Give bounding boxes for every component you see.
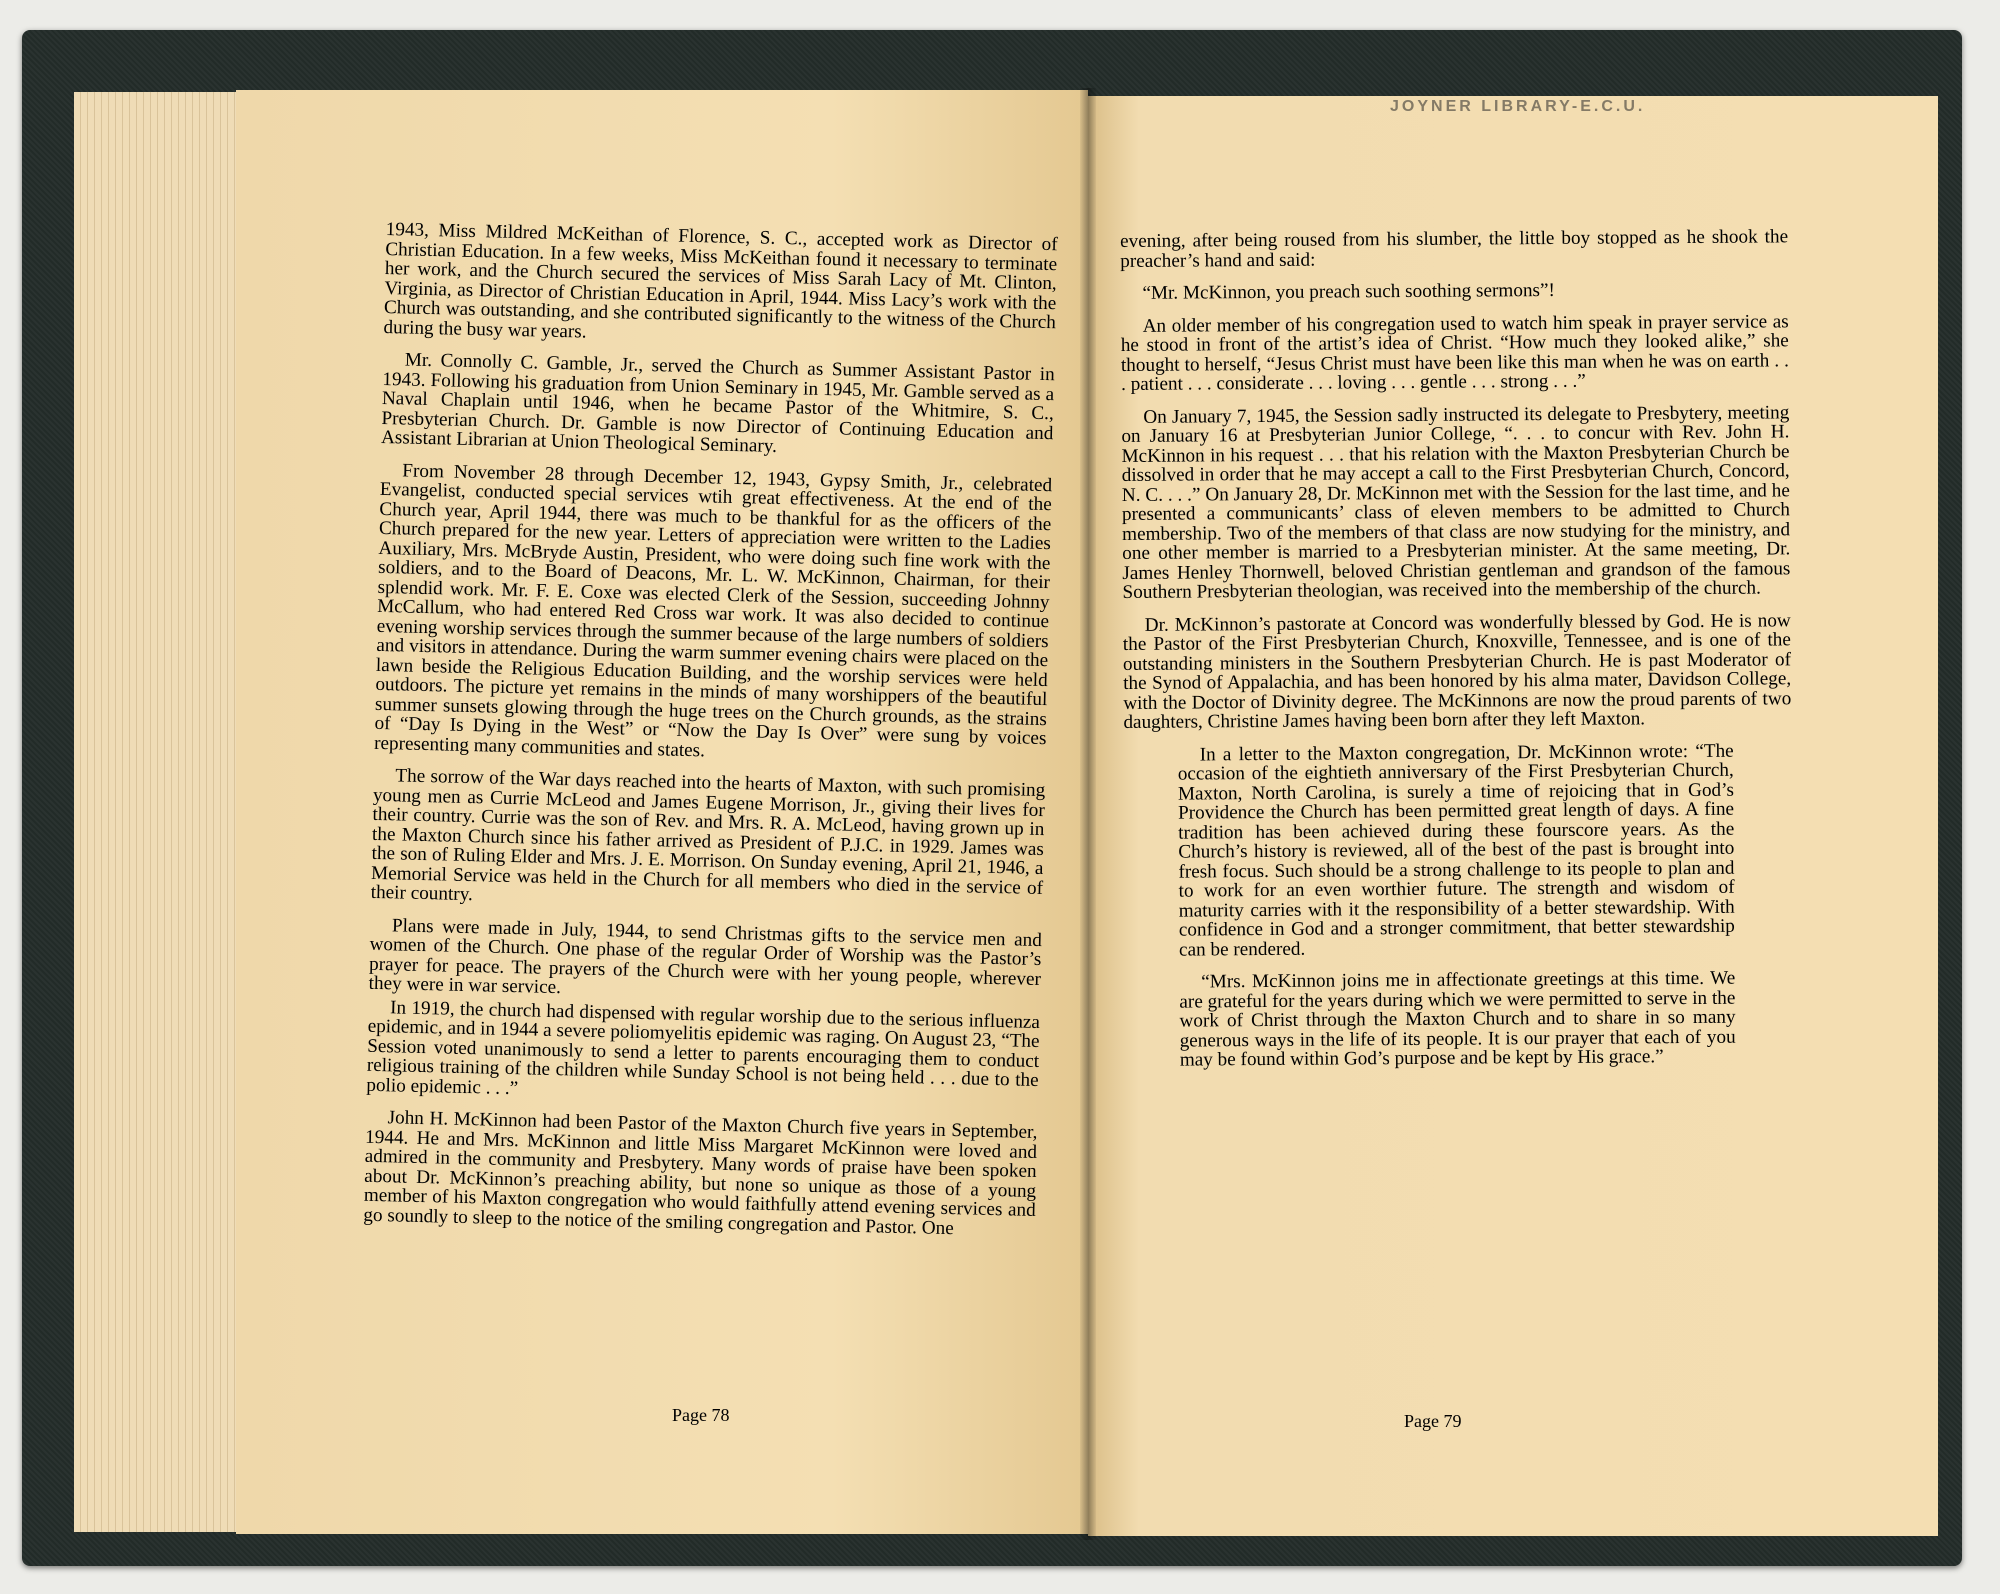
quote-paragraph: In a letter to the Maxton congregation, Dr. McKinnon wrote: “The occasion of the eightieth anniversary of the First Presbyterian Church, Maxton, North Carolina, is surely a time of rejoicing that in God’s Providence the Church has been permitted great length of days. A fine tradition has been achieved during these fourscore years. As the Church’s history is reviewed, all of the best of the past is brought into fresh focus. Such should be a strong challenge to its people to plan and to work for an even worthier future. The strength and wisdom of maturity carries with it the responsibility of a better stewardship. With confidence in God and a stronger commitment, that better stewardship can be rendered. [1177,740,1735,961]
paragraph: On January 7, 1945, the Session sadly instructed its delegate to Presbytery, meeting on January 16 at Presbyterian Junior College, “. . . to concur with Rev. John H. McKinnon in his request . . . that his relation with the Maxton Presbyterian Church be dissolved in order that he may accept a call to the First Presbyterian Church, Concord, N. C. . . .” On January 28, Dr. McKinnon met with the Session for the last time, and he presented a communicants’ class of eleven members to be admitted to Church membership. Two of the members of that class are now studying for the ministry, and one other member is married to a Presbyterian minister. At the same meeting, Dr. James Henley Thornwell, beloved Christian gentleman and grandson of the famous Southern Presbyterian theologian, was received into the membership of the church. [1121,401,1791,603]
paragraph: 1943, Miss Mildred McKeithan of Florence, S. C., accepted work as Director of Christian Education. In a few weeks, Miss McKeithan found it necessary to terminate her work, and the Church secured the services of Miss Sarah Lacy of Mt. Clinton, Virginia, as Director of Christian Education in April, 1944. Miss Lacy’s work with the Church was outstanding, and she contributed significantly to the witness of the Church during the busy war years. [383,219,1058,343]
library-stamp: JOYNER LIBRARY-E.C.U. [1390,98,1646,114]
paragraph: John H. McKinnon had been Pastor of the Maxton Church five years in September, 1944. He and Mrs. McKinnon and little Miss Margaret McKinnon were loved and admired in the community and Presbytery. Many words of praise have been spoken about Dr. McKinnon’s preaching ability, but none so unique as those of a young member of his Maxton congregation who would faithfully attend evening services and go soundly to sleep to the notice of the smiling congregation and Pastor. One [363,1107,1038,1239]
book-spine [1080,88,1096,1540]
paragraph: “Mr. McKinnon, you preach such soothing sermons”! [1142,279,1555,304]
paragraph: evening, after being roused from his slumber, the little boy stopped as he shook the preacher’s hand and said: [1119,226,1789,272]
page-number-right: Page 79 [1404,1411,1462,1431]
left-page-text [363,220,1058,1253]
right-page-text [1120,227,1794,1083]
letter-quote [1178,741,1736,1070]
paragraph: Mr. Connolly C. Gamble, Jr., served the Church as Summer Assistant Pastor in 1943. Following his graduation from Union Seminary in 1945, Mr. Gamble served as a Naval Chaplain until 1946, when he became Pastor of the Whitmire, S. C., Presbyterian Church. Dr. Gamble is now Director of Continuing Education and Assistant Librarian at Union Theological Seminary. [380,349,1055,457]
paragraph: Dr. McKinnon’s pastorate at Concord was wonderfully blessed by God. He is now the Pastor of the First Presbyterian Church, Knoxville, Tennessee, and is one of the outstanding ministers in the Southern Presbyterian Church. He is past Moderator of the Synod of Appalachia, and has been honored by his alma mater, Davidson College, with the Doctor of Divinity degree. The McKinnons are now the proud parents of two daughters, Christine James having been born after they left Maxton. [1122,609,1792,733]
paragraph: From November 28 through December 12, 1943, Gypsy Smith, Jr., celebrated Evangelist, conducted special services wtih great effectiveness. At the end of the Church year, April 1944, there was much to be thankful for as the officers of the Church prepared for the new year. Letters of appreciation were written to the Ladies Auxiliary, Mrs. McBryde Austin, President, who were doing such fine work with the soldiers, and to the Board of Deacons, Mr. L. W. McKinnon, Chairman, for their splendid work. Mr. F. E. Coxe was elected Clerk of the Session, succeeding Johnny McCallum, who had entered Red Cross war work. It was also decided to continue evening worship services through the summer because of the large numbers of soldiers and visitors in attendance. During the warm summer evening chairs were placed on the lawn beside the Religious Education Building, and the worship services were held outdoors. The picture yet remains in the minds of many worshippers of the beautiful summer sunsets glowing through the huge trees on the Church grounds, as the strains of “Day Is Dying in the West” or “Now the Day Is Over” were sung by voices representing many communities and states. [373,459,1053,761]
paragraph: An older member of his congregation used to watch him speak in prayer service as he stood in front of the artist’s idea of Christ. “How much they looked alike,” she thought to herself, “Jesus Christ must have been like this man when he was on earth . . . patient . . . considerate . . . loving . . . gentle . . . strong . . .” [1120,310,1789,395]
paragraph: The sorrow of the War days reached into the hearts of Maxton, with such promising young men as Currie McLeod and James Eugene Morrison, Jr., giving their lives for their country. Currie was the son of Rev. and Mrs. R. A. McLeod, having grown up in the Maxton Church since his father arrived as President of P.J.C. in 1929. James was the son of Ruling Elder and Mrs. J. E. Morrison. On Sunday evening, April 21, 1946, a Memorial Service was held in the Church for all members who died in the service of their country. [370,765,1046,906]
paragraph: In 1919, the church had dispensed with regular worship due to the serious influenza epidemic, and in 1944 a severe poliomyelitis epidemic was raging. On August 23, “The Session voted unanimously to send a letter to parents encouraging them to conduct religious training of the children while Sunday School is not being held . . . due to the polio epidemic . . .” [366,996,1041,1099]
quote-paragraph: “Mrs. McKinnon joins me in affectionate greetings at this time. We are grateful for the years during which we were permitted to serve in the work of Christ through the Maxton Church and to share in so many generous ways in the life of its people. It is our prayer that each of you may be found within God’s purpose and be kept by His grace.” [1179,967,1736,1071]
page-number-left: Page 78 [672,1405,730,1425]
paragraph: Plans were made in July, 1944, to send Christmas gifts to the service men and women of the Church. One phase of the regular Order of Worship was the Pastor’s prayer for peace. The prayers of the Church were with her young people, wherever they were in war service. [368,914,1043,999]
